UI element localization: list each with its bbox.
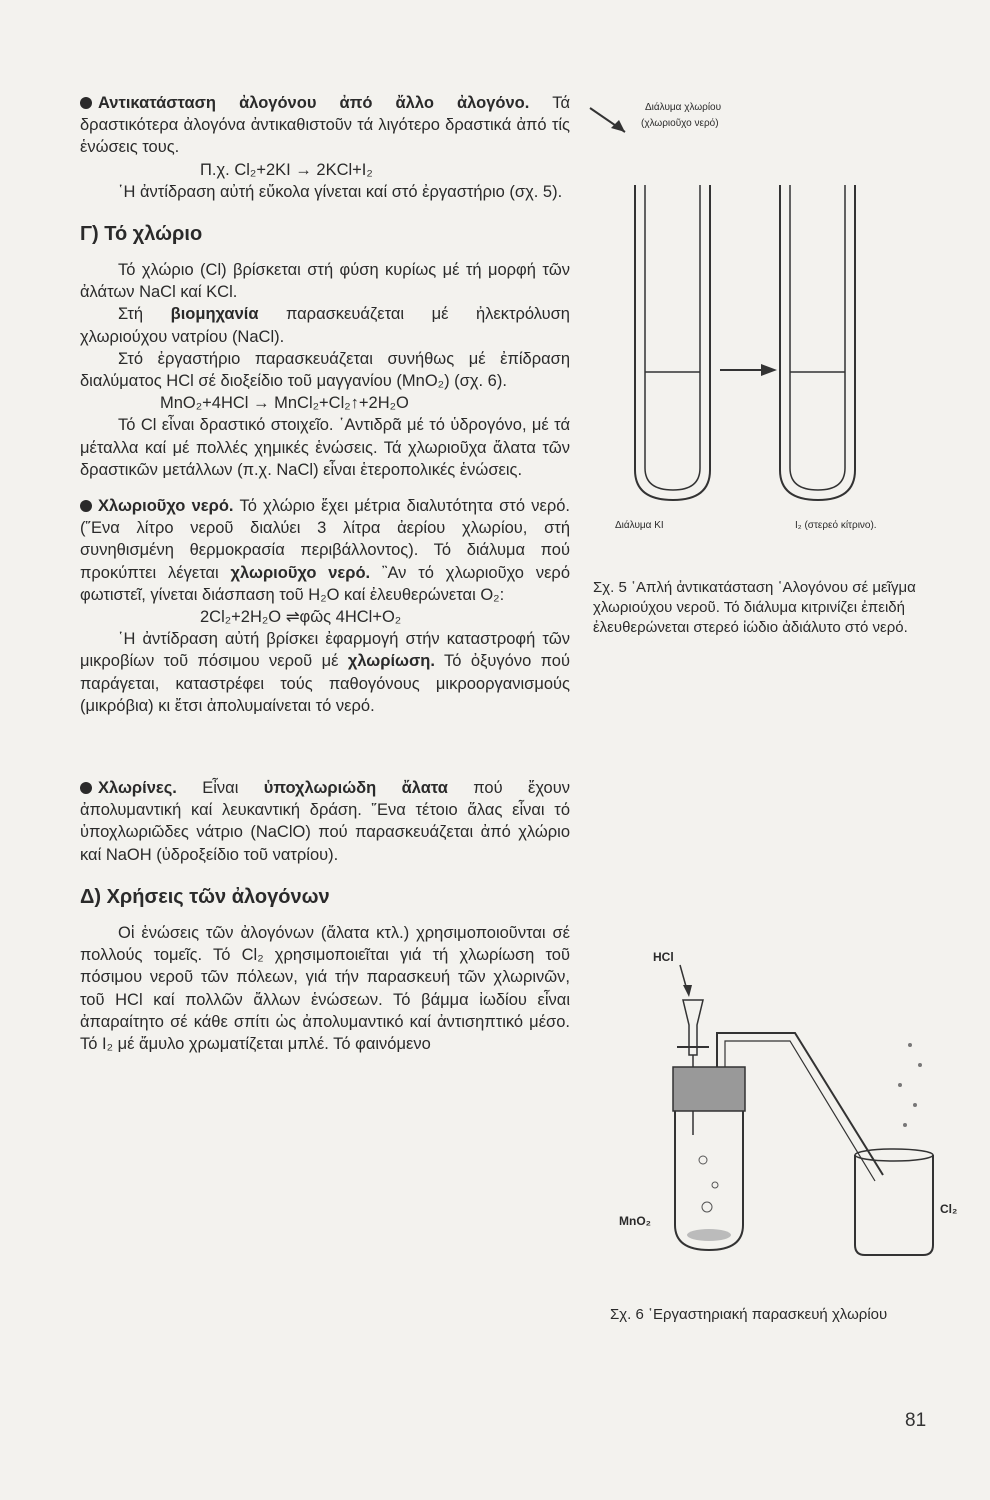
heading-uses: Δ) Χρήσεις τῶν ἀλογόνων: [80, 885, 330, 908]
replacement-body: Τά δραστικότερα ἀλογόνα ἀντικαθιστοῦν τά λιγότερο δραστικά ἀπό τίς ἑνώσεις τους.: [80, 94, 570, 157]
arrowhead-icon: [683, 985, 692, 997]
heading-chlorine: Γ) Τό χλώριο: [80, 223, 203, 246]
label-chlorine-water: (χλωριοῦχο νερό): [641, 118, 719, 129]
spacer: [80, 717, 570, 777]
text: Στή: [118, 305, 171, 324]
gas-particle-icon: [908, 1043, 912, 1047]
bullet-icon: [80, 782, 92, 794]
gas-particle-icon: [903, 1123, 907, 1127]
arrowhead-icon: [761, 364, 777, 376]
text: παρασκευάζεται μέ ἠλεκτρόλυση χλωριούχου νατρίου (NaCl).: [80, 305, 570, 346]
bubble-icon: [699, 1156, 707, 1164]
figure-6: [605, 945, 975, 1275]
text: Τό ὀξυγόνο πού παράγεται, καταστρέφει τούς παθογόνους μικροοργανισμούς (μικρόβια) κι ἔτσι ἀπολυμαίνεται τό νερό.: [80, 652, 570, 715]
section-chlorine-water: [80, 495, 570, 606]
text: Εἶναι: [176, 779, 264, 798]
chlorine-water-bold: χλωριοῦχο νερό.: [230, 563, 371, 582]
replacement-heading: Αντικατάσταση ἀλογόνου ἀπό ἄλλο ἀλογόνο.: [98, 94, 530, 112]
chlorine-p4: Τό Cl εἶναι δραστικό στοιχεῖο. ῾Αντιδρᾶ μέ τό ὑδρογόνο, μέ τά μέταλλα καί μέ πολλές χημικές ἑνώσεις. Τά χλωριοῦχα ἄλατα τῶν δραστικῶν μετάλλων (π.χ. NaCl) εἶναι ἑτεροπολικές ἑνώσεις.: [80, 416, 570, 479]
beaker-rim: [855, 1149, 933, 1161]
label-ki-solution: Διάλυμα KI: [615, 520, 664, 531]
main-text-column: [80, 92, 570, 1055]
bleach-heading: Χλωρίνες.: [98, 779, 177, 798]
replacement-end: ῾Η ἀντίδραση αὐτή εὔκολα γίνεται καί στό ἐργαστήριο (σχ. 5).: [118, 182, 563, 201]
figure-6-drawing: [605, 945, 975, 1275]
spacer: [80, 481, 570, 495]
chlorine-water-end: [80, 628, 570, 717]
label-cl2: Cl₂: [940, 1202, 958, 1216]
test-tube-right: [780, 185, 855, 500]
chlorine-equation: MnO₂+4HCl → MnCl₂+Cl₂↑+2H₂O: [160, 394, 409, 413]
chlorine-water-equation: 2Cl₂+2H₂O ⇌φῶς 4HCl+O₂: [200, 608, 402, 627]
stopper: [673, 1067, 745, 1111]
replacement-equation: Π.χ. Cl₂+2KI → 2KCl+I₂: [200, 160, 373, 179]
gas-particle-icon: [898, 1083, 902, 1087]
figure-5-drawing: [585, 90, 945, 540]
bubble-icon: [702, 1202, 712, 1212]
test-tube-left: [635, 185, 710, 500]
industry-bold: βιομηχανία: [170, 305, 259, 324]
hypochlorite-bold: ὑποχλωριώδη ἄλατα: [263, 779, 448, 798]
text: ῍Αν τό χλωριοῦχο νερό φωτιστεῖ, γίνεται διάσπαση τοῦ H₂O καί ἐλευθερώνεται O₂:: [80, 563, 570, 604]
figure-5-caption: Σχ. 5 ῾Απλή ἀντικατάσταση ῾Αλογόνου σέ μεῖγμα χλωριούχου νεροῦ. Τό διάλυμα κιτρινίζει ἐπειδή ἐλευθερώνεται στερεό ἰώδιο ἀδιάλυτο στό νερό.: [593, 579, 916, 636]
gas-particle-icon: [918, 1063, 922, 1067]
section-replacement: [80, 92, 570, 159]
figure-6-caption: Σχ. 6 ῾Εργαστηριακή παρασκευή χλωρίου: [610, 1306, 888, 1323]
page-number: 81: [905, 1410, 927, 1431]
text: πού ἔχουν ἀπολυμαντική καί λευκαντική δράση. ῞Ενα τέτοιο ἅλας εἶναι τό ὑποχλωριῶδες νάτριο (NaClO) πού παρασκευάζεται ἀπό χλώριο καί NaOH (ὑδροξείδιο τοῦ νατρίου).: [80, 779, 570, 864]
label-hcl: HCl: [653, 950, 674, 964]
label-iodine-solid: I₂ (στερεό κίτρινο).: [795, 520, 877, 531]
gas-particle-icon: [913, 1103, 917, 1107]
test-tube-left-inner: [645, 185, 700, 490]
bullet-icon: [80, 97, 92, 109]
mno2-solid: [687, 1229, 731, 1241]
uses-p1: Οἱ ἑνώσεις τῶν ἀλογόνων (ἄλατα κτλ.) χρησιμοποιοῦνται σέ πολλούς τομεῖς. Τό Cl₂ χρησιμοποιεῖται γιά τή χλωρίωση τοῦ πόσιμου νεροῦ τῶν πόλεων, γιά τήν παρασκευή τῶν χλωρινῶν, τοῦ HCl καί πολλῶν ἄλλων ἑνώσεων. Τό βάμμα ἰωδίου εἶναι ἀπαραίτητο σέ κάθε σπίτι ὡς ἀπολυμαντικό καί ἀντισηπτικό μέσο. Τό I₂ μέ ἄμυλο χρωματίζεται μπλέ. Τό φαινόμενο: [80, 923, 570, 1053]
text: ῾Η ἀντίδραση αὐτή βρίσκει ἐφαρμογή στήν καταστροφή τῶν μικροβίων τοῦ πόσιμου νεροῦ μέ: [80, 630, 570, 671]
arrowhead-icon: [611, 120, 625, 132]
test-tube-right-inner: [790, 185, 845, 490]
bubble-icon: [712, 1182, 718, 1188]
label-mno2: MnO₂: [619, 1214, 651, 1228]
chlorine-p1: Τό χλώριο (Cl) βρίσκεται στή φύση κυρίως μέ τή μορφή τῶν ἀλάτων NaCl καί KCl.: [80, 261, 570, 302]
chlorine-p3: Στό ἐργαστήριο παρασκευάζεται συνήθως μέ ἐπίδραση διαλύματος HCl σέ διοξείδιο τοῦ μαγγανίου (MnO₂) (σχ. 6).: [80, 349, 570, 391]
text: Τό χλώριο ἔχει μέτρια διαλυτότητα στό νερό. (῞Ενα λίτρο νεροῦ διαλύει 3 λίτρα ἀερίου χλωρίου, στή συνηθισμένη θερμοκρασία περιβάλλοντος). Τό διάλυμα πού προκύπτει λέγεται: [80, 497, 570, 582]
chlorine-p2: [80, 303, 570, 347]
chlorination-bold: χλωρίωση.: [347, 652, 435, 671]
figure-5: [585, 90, 945, 540]
section-bleach: [80, 777, 570, 866]
bullet-icon: [80, 500, 92, 512]
delivery-tube-inner: [725, 1041, 875, 1181]
label-chlorine-solution: Διάλυμα χλωρίου: [645, 102, 722, 113]
collection-beaker: [855, 1155, 933, 1255]
chlorine-water-heading: Χλωριοῦχο νερό.: [98, 497, 234, 516]
